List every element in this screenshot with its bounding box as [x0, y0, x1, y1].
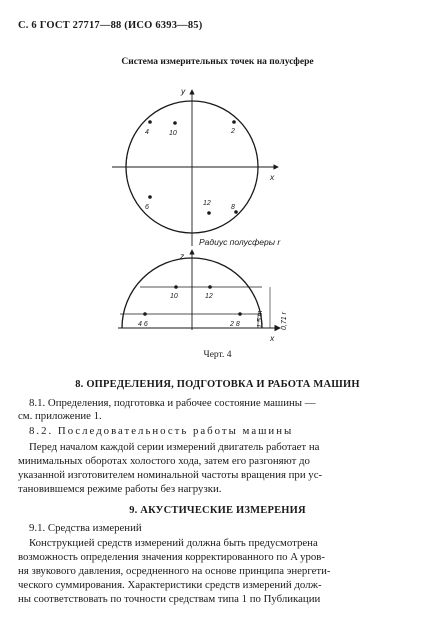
z-axis-label: z — [180, 251, 185, 261]
point-label: 2 8 — [230, 321, 240, 328]
page-header: С. 6 ГОСТ 27717—88 (ИСО 6393—85) — [18, 20, 203, 31]
dim-label-2: 0,71 r — [281, 312, 288, 330]
paragraph-8-2-heading: 8.2. Последовательность работы машины — [29, 425, 294, 437]
y-axis-label: y — [181, 86, 186, 96]
radius-label: Радиус полусферы r — [199, 237, 281, 247]
figure-caption: Черт. 4 — [203, 350, 232, 360]
point-4 — [148, 120, 152, 124]
paragraph-9-1: 9.1. Средства измерений — [29, 522, 142, 534]
point-label: 4 — [145, 129, 149, 136]
paragraph-9-1-line: ны соответствовать по точности средствам типа 1 по Публикации — [18, 593, 321, 605]
section-9-title: 9. АКУСТИЧЕСКИЕ ИЗМЕРЕНИЯ — [129, 505, 306, 516]
point-label: 2 — [231, 128, 235, 135]
paragraph-8-1-line1: 8.1. Определения, подготовка и рабочее состояние машины — — [29, 397, 316, 409]
paragraph-9-1-line: ческого суммирования. Характеристики средств измерений долж- — [18, 579, 322, 591]
figure-title: Система измерительных точек на полусфере — [121, 57, 314, 67]
point-label: 8 — [231, 204, 235, 211]
dim-label-1: 1,5 m — [257, 310, 264, 328]
paragraph-8-2-line: указанной изготовителем номинальной частоты вращения при ус- — [18, 469, 323, 481]
point-label: 12 — [203, 200, 211, 207]
point-label: 12 — [205, 293, 213, 300]
point-label: 4 6 — [138, 321, 148, 328]
point-4-6-side — [143, 312, 147, 316]
point-2 — [232, 120, 236, 124]
paragraph-8-1-line2: см. приложение 1. — [18, 410, 102, 422]
point-label: 10 — [169, 130, 177, 137]
side-view — [118, 250, 288, 343]
paragraph-8-2-line: Перед началом каждой серии измерений двигатель работает на — [29, 441, 320, 453]
paragraph-9-1-line: Конструкцией средств измерений должна быть предусмотрена — [29, 537, 318, 549]
paragraph-8-2-line: тановившемся режиме работы без нагрузки. — [18, 483, 222, 495]
top-view — [112, 86, 278, 246]
point-10 — [173, 121, 177, 125]
point-10-side — [174, 285, 178, 289]
point-12 — [207, 211, 211, 215]
point-6 — [148, 195, 152, 199]
section-8-title: 8. ОПРЕДЕЛЕНИЯ, ПОДГОТОВКА И РАБОТА МАШИН — [75, 379, 360, 390]
side-x-axis-label: x — [270, 333, 275, 343]
point-12-side — [208, 285, 212, 289]
paragraph-9-1-line: возможность определения значения корректированного по A уров- — [18, 551, 325, 563]
point-2-8-side — [238, 312, 242, 316]
paragraph-8-2-line: минимальных оборотах холостого хода, затем его разгоняют до — [18, 455, 310, 467]
paragraph-9-1-line: ня звукового давления, осредненного на основе принципа энергети- — [18, 565, 331, 577]
point-label: 6 — [145, 204, 149, 211]
point-label: 10 — [170, 293, 178, 300]
x-axis-label: x — [270, 172, 275, 182]
